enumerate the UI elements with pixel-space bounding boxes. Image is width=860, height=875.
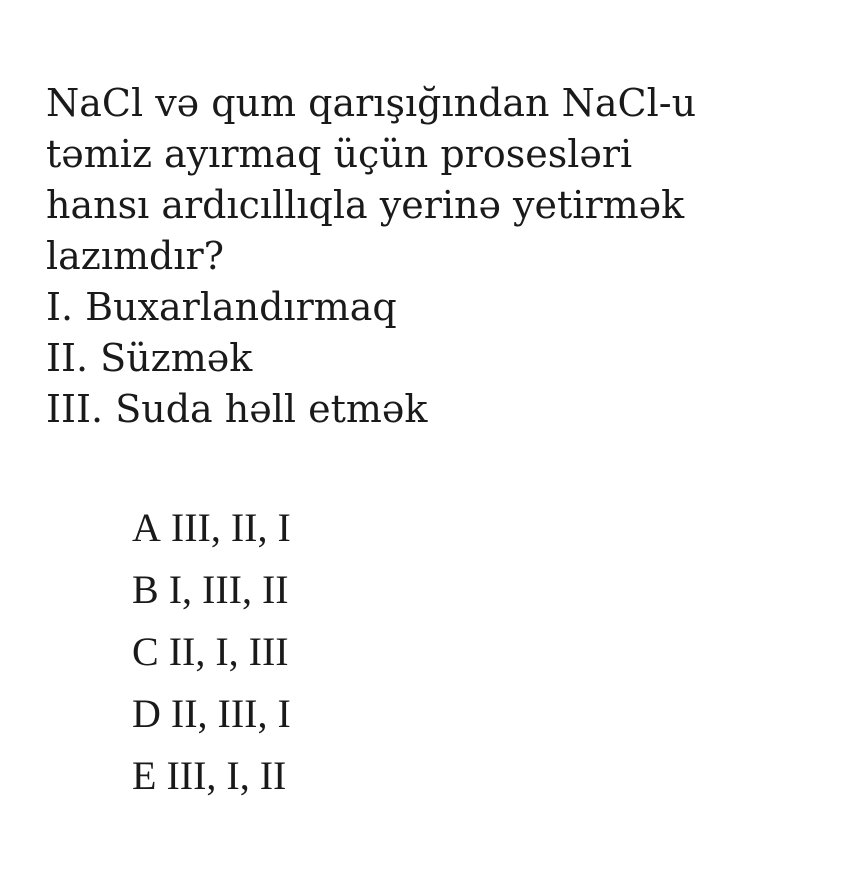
- option-b[interactable]: [132, 559, 291, 621]
- option-letter: D: [132, 691, 161, 736]
- option-c[interactable]: [132, 621, 291, 683]
- process-item-3: III. Suda həll etmək: [46, 387, 428, 431]
- process-list: [46, 282, 826, 435]
- option-text: I, III, II: [168, 567, 289, 612]
- option-e[interactable]: [132, 745, 291, 807]
- option-text: II, III, I: [170, 691, 291, 736]
- option-d[interactable]: [132, 683, 291, 745]
- question-text-line-1: NaCl və qum qarışığından NaCl-u: [46, 81, 697, 125]
- question-text-line-2: təmiz ayırmaq üçün prosesləri: [46, 132, 633, 176]
- answer-options: [132, 497, 291, 807]
- question-block: [46, 78, 826, 435]
- question-text-line-3: hansı ardıcıllıqla yerinə yetirmək: [46, 183, 685, 227]
- option-letter: A: [132, 505, 161, 550]
- option-letter: B: [132, 567, 159, 612]
- option-text: III, I, II: [166, 753, 287, 798]
- process-item-2: II. Süzmək: [46, 336, 253, 380]
- question-text-line-4: lazımdır?: [46, 234, 225, 278]
- option-text: II, I, III: [168, 629, 289, 674]
- option-letter: E: [132, 753, 157, 798]
- option-text: III, II, I: [170, 505, 291, 550]
- process-item-1: I. Buxarlandırmaq: [46, 285, 397, 329]
- option-a[interactable]: [132, 497, 291, 559]
- option-letter: C: [132, 629, 159, 674]
